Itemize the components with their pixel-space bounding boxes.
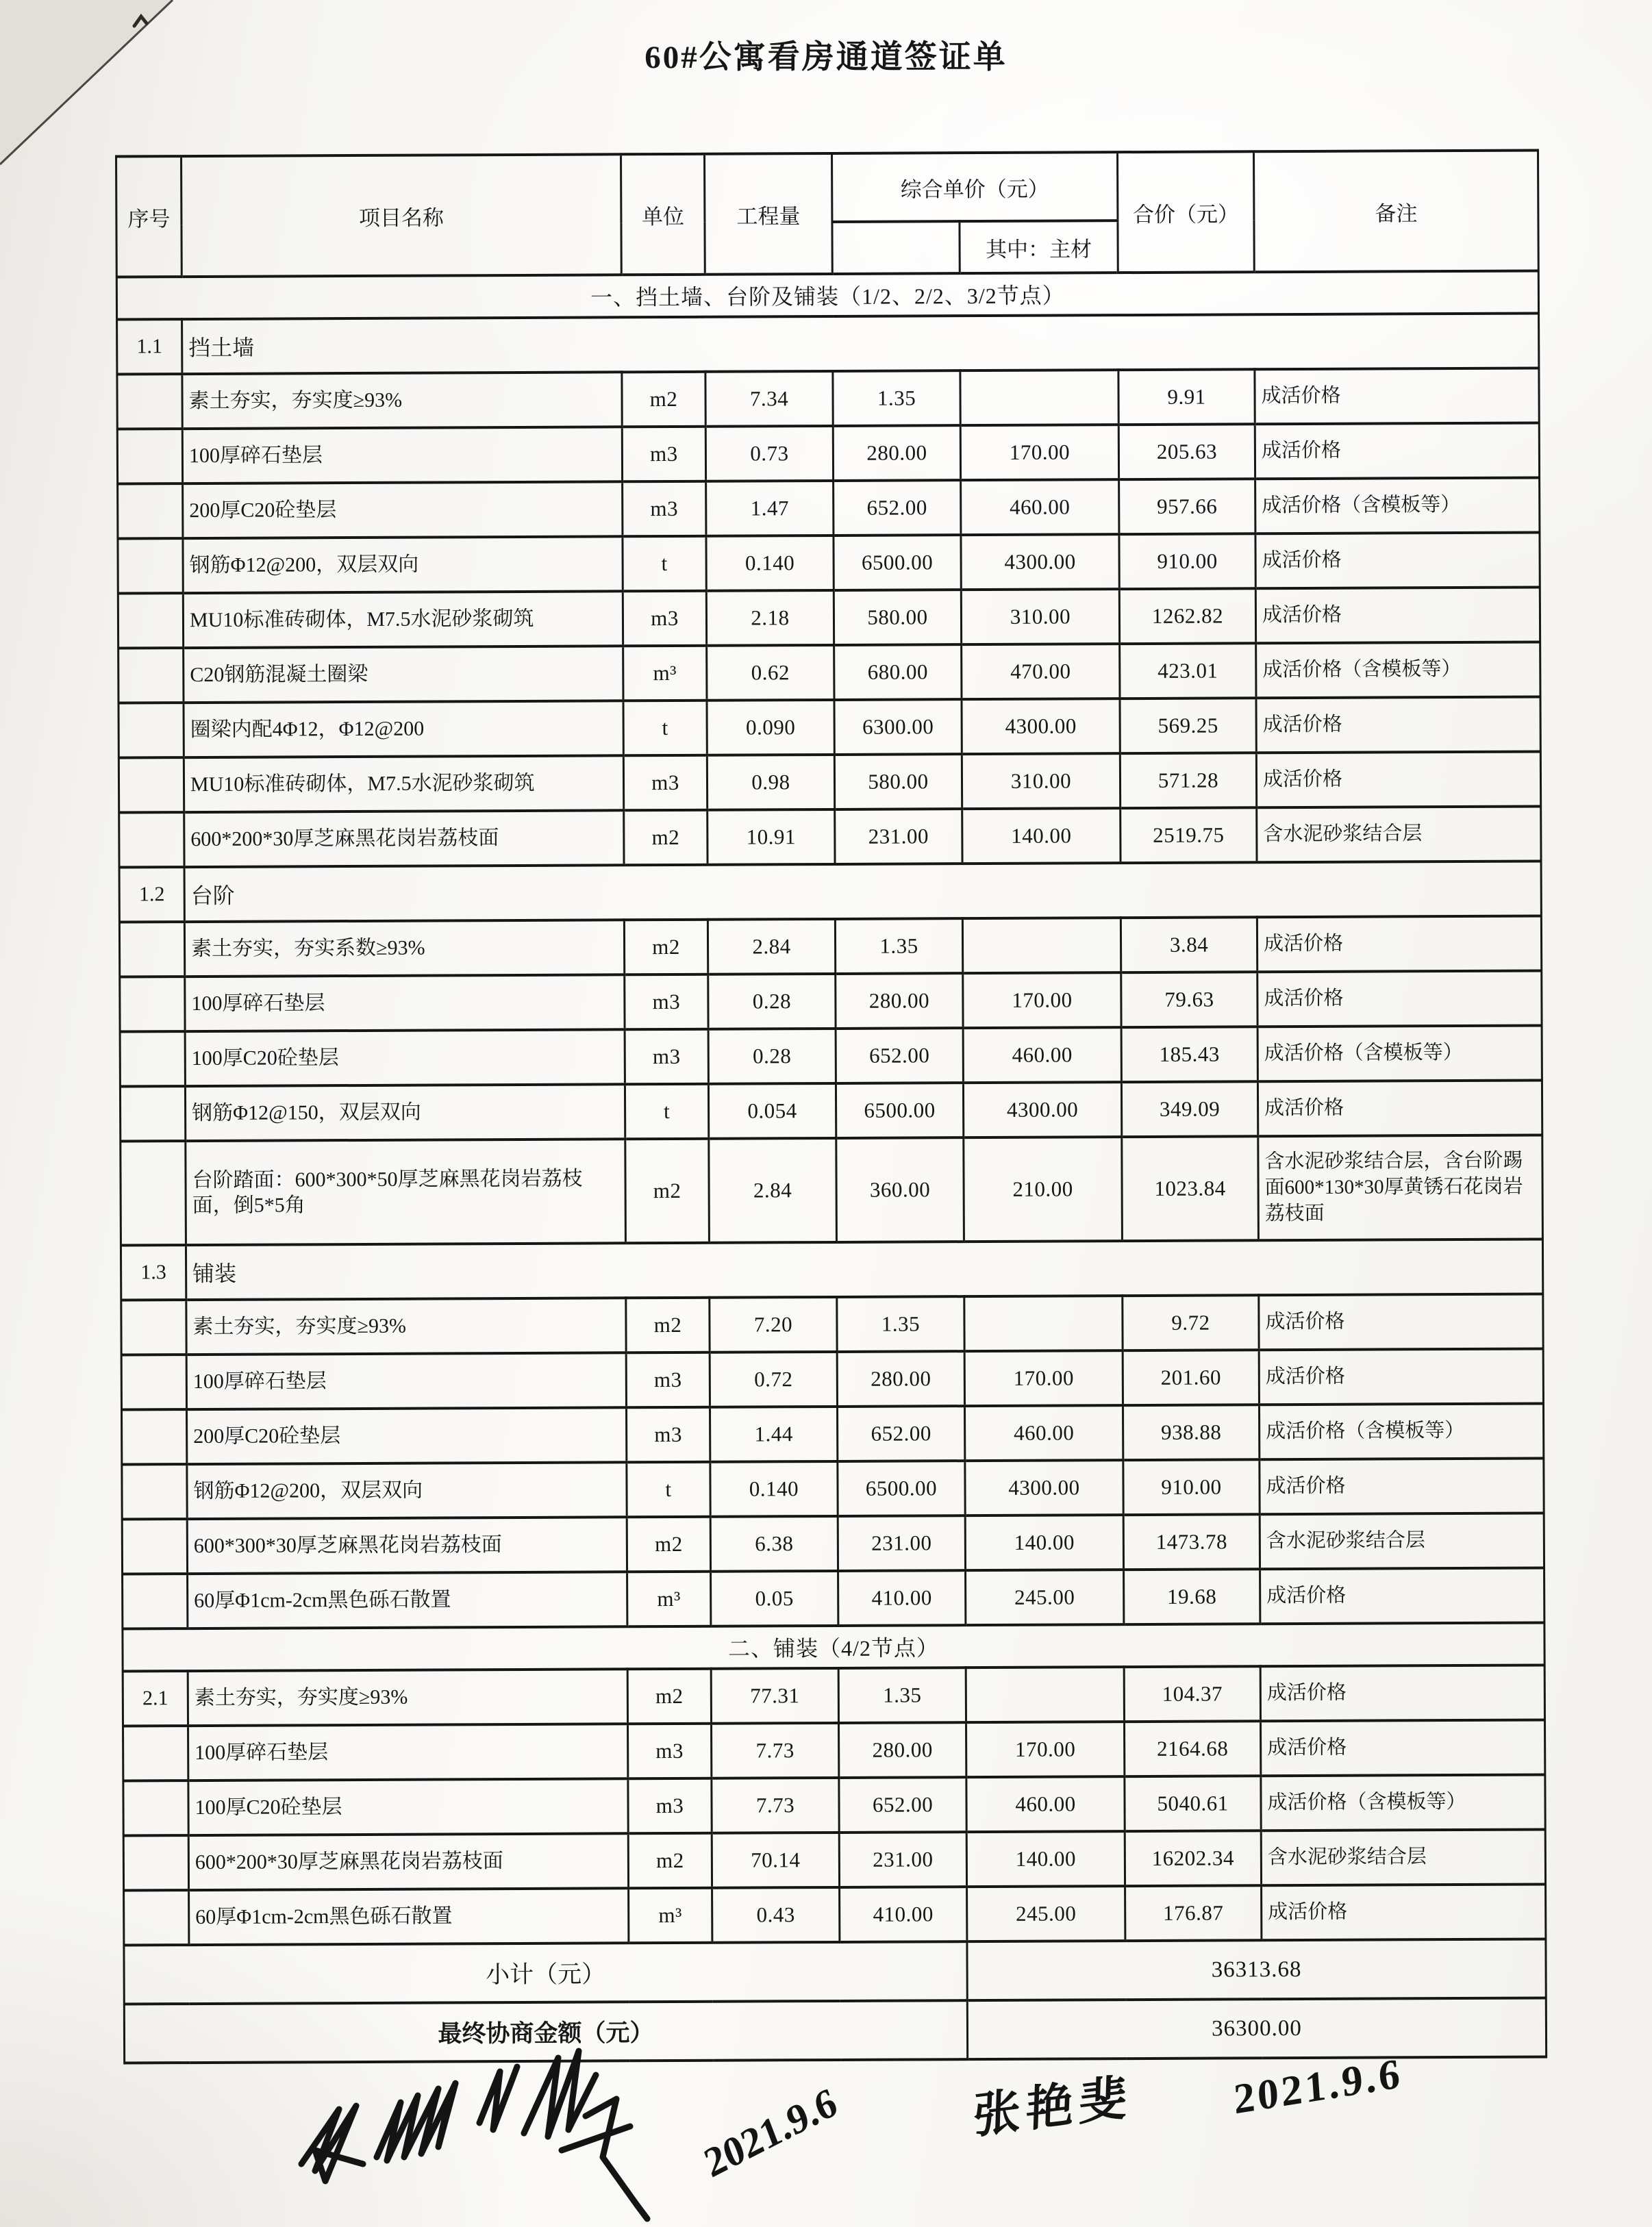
row-no: 1.1: [117, 319, 182, 374]
item-unit: m³: [629, 1888, 712, 1943]
item-name: MU10标准砖砌体，M7.5水泥砂浆砌筑: [183, 591, 623, 648]
item-main-material-price: 170.00: [966, 1722, 1125, 1777]
item-quantity: 0.090: [707, 700, 834, 755]
row-no: [118, 648, 184, 703]
item-remark: 成活价格（含模板等）: [1255, 477, 1540, 533]
item-remark: 成活价格: [1259, 1294, 1543, 1350]
item-total-price: 2164.68: [1125, 1721, 1261, 1776]
item-unit-price: 280.00: [833, 425, 960, 481]
item-unit-price: 410.00: [840, 1887, 967, 1942]
row-no: [119, 922, 184, 977]
item-name: MU10标准砖砌体，M7.5水泥砂浆砌筑: [184, 755, 623, 812]
item-unit-price: 652.00: [839, 1777, 966, 1833]
table-row-item: [118, 642, 1540, 703]
header-no: 序号: [116, 156, 182, 277]
item-main-material-price: 460.00: [961, 479, 1119, 535]
item-unit: m2: [624, 920, 708, 975]
table-row-item: [120, 1025, 1542, 1086]
item-main-material-price: [960, 370, 1118, 425]
item-unit-price: 6500.00: [834, 535, 961, 590]
item-remark: 成活价格（含模板等）: [1257, 1025, 1542, 1081]
item-quantity: 0.98: [707, 755, 834, 810]
header-quantity: 工程量: [705, 153, 833, 275]
item-total-price: 957.66: [1119, 479, 1255, 534]
right-signature-name: 张艳斐: [972, 2071, 1134, 2144]
table-row-section: [117, 313, 1539, 374]
section-banner: 二、铺装（4/2节点）: [123, 1622, 1544, 1671]
table-row-item: [118, 587, 1540, 648]
item-unit-price: 231.00: [838, 1515, 965, 1571]
item-total-price: 1473.78: [1123, 1514, 1260, 1570]
item-quantity: 0.140: [706, 536, 834, 591]
item-unit: m3: [622, 427, 705, 482]
item-main-material-price: 4300.00: [963, 1082, 1121, 1137]
item-total-price: 185.43: [1121, 1027, 1257, 1082]
table-row-banner: [123, 1622, 1544, 1671]
item-unit-price: 580.00: [834, 590, 961, 645]
item-name: 素土夯实，夯实度≥93%: [182, 372, 622, 429]
item-main-material-price: [964, 1296, 1123, 1351]
item-unit: t: [625, 1084, 708, 1140]
row-no: [123, 1781, 188, 1835]
item-quantity: 0.28: [708, 1029, 836, 1084]
item-main-material-price: 210.00: [964, 1137, 1123, 1242]
item-quantity: 2.84: [709, 1138, 837, 1243]
row-no: 1.2: [119, 867, 184, 922]
header-item-name: 项目名称: [182, 154, 622, 277]
item-main-material-price: 460.00: [963, 1027, 1121, 1083]
left-signature-date: 2021.9.6: [698, 2078, 843, 2187]
item-unit-price: 410.00: [838, 1570, 966, 1626]
item-quantity: 77.31: [711, 1668, 838, 1724]
page-title: 60#公寓看房通道签证单: [644, 40, 1008, 75]
item-remark: 成活价格: [1257, 970, 1542, 1027]
item-name: 100厚C20砼垫层: [188, 1778, 628, 1835]
table-row-item: [121, 1294, 1543, 1355]
item-name: 100厚碎石垫层: [185, 974, 625, 1031]
header-unit-price-sub-empty: [832, 221, 960, 274]
item-total-price: 1262.82: [1119, 588, 1255, 644]
item-quantity: 6.38: [710, 1516, 838, 1572]
item-unit-price: 1.35: [833, 370, 960, 426]
item-remark: 成活价格: [1256, 696, 1540, 753]
item-main-material-price: 4300.00: [961, 534, 1119, 590]
table-row-item: [119, 916, 1541, 977]
item-unit: m3: [628, 1724, 712, 1779]
row-no: [118, 538, 183, 593]
item-unit: m3: [623, 755, 707, 811]
item-total-price: 938.88: [1123, 1405, 1259, 1460]
item-quantity: 0.05: [711, 1571, 838, 1626]
row-no: [118, 483, 183, 538]
item-main-material-price: 140.00: [962, 808, 1121, 864]
item-total-price: 910.00: [1123, 1459, 1260, 1515]
item-total-price: 104.37: [1124, 1666, 1260, 1722]
item-unit: m3: [623, 481, 706, 537]
item-unit-price: 652.00: [837, 1406, 964, 1461]
item-total-price: 910.00: [1119, 533, 1255, 589]
item-unit-price: 1.35: [837, 1296, 964, 1352]
row-no: 2.1: [123, 1671, 188, 1726]
item-total-price: 201.60: [1123, 1350, 1259, 1405]
item-main-material-price: 460.00: [966, 1776, 1125, 1832]
item-unit: m³: [627, 1572, 711, 1627]
item-total-price: 349.09: [1121, 1081, 1257, 1137]
item-unit: t: [623, 536, 706, 592]
item-name: 100厚碎石垫层: [188, 1724, 628, 1781]
table-row-item: [118, 751, 1540, 812]
subtotal-value: 36313.68: [967, 1939, 1546, 2000]
item-remark: 成活价格: [1261, 1720, 1545, 1776]
item-unit: m³: [623, 646, 707, 701]
item-unit: m2: [624, 810, 708, 866]
section-banner: 一、挡土墙、台阶及铺装（1/2、2/2、3/2节点）: [116, 270, 1538, 319]
item-remark: 成活价格: [1257, 1080, 1542, 1136]
item-remark: 含水泥砂浆结合层: [1257, 806, 1541, 862]
item-unit: m3: [625, 974, 708, 1030]
item-total-price: 16202.34: [1125, 1830, 1261, 1886]
table-row-item: [119, 806, 1541, 867]
item-name: 钢筋Φ12@200，双层双向: [187, 1462, 627, 1519]
item-unit-price: 652.00: [836, 1028, 963, 1083]
item-quantity: 2.18: [706, 590, 834, 646]
left-signature-scribble: [274, 2034, 740, 2226]
item-total-price: 2519.75: [1121, 807, 1257, 863]
item-unit-price: 6500.00: [838, 1461, 965, 1516]
item-remark: 成活价格: [1257, 916, 1541, 972]
item-name: 600*300*30厚芝麻黑花岗岩荔枝面: [187, 1517, 627, 1574]
row-no: [124, 1890, 189, 1945]
item-remark: 成活价格（含模板等）: [1259, 1403, 1543, 1459]
item-unit: t: [623, 701, 707, 756]
item-unit-price: 652.00: [834, 480, 961, 536]
item-quantity: 10.91: [708, 809, 835, 865]
item-main-material-price: 460.00: [964, 1405, 1123, 1461]
item-total-price: 1023.84: [1122, 1136, 1259, 1241]
item-unit: m3: [625, 1029, 708, 1085]
item-name: 200厚C20砼垫层: [183, 481, 623, 538]
item-name: 60厚Φ1cm-2cm黑色砾石散置: [188, 1572, 627, 1628]
header-total-price: 合价（元）: [1118, 151, 1255, 273]
item-total-price: 79.63: [1121, 972, 1257, 1027]
item-quantity: 7.73: [712, 1723, 839, 1778]
item-unit: m3: [626, 1352, 710, 1408]
item-unit-price: 6300.00: [834, 699, 962, 755]
row-no: [120, 1031, 185, 1086]
table-row-section: [119, 861, 1541, 922]
item-remark: 含水泥砂浆结合层，含台阶踢面600*130*30厚黄锈石花岗岩荔枝面: [1258, 1135, 1543, 1240]
item-total-price: 569.25: [1120, 698, 1256, 753]
item-main-material-price: 4300.00: [965, 1460, 1123, 1515]
item-main-material-price: 170.00: [960, 425, 1118, 480]
item-main-material-price: 140.00: [966, 1831, 1125, 1887]
item-name: 钢筋Φ12@200，双层双向: [183, 536, 623, 593]
table-body: [116, 270, 1546, 2063]
table-row-item: [122, 1513, 1544, 1574]
row-no: [122, 1464, 187, 1519]
item-main-material-price: 245.00: [967, 1886, 1125, 1941]
item-quantity: 2.84: [708, 919, 835, 974]
final-label: 最终协商金额（元）: [124, 2000, 967, 2063]
item-name: 200厚C20砼垫层: [187, 1407, 627, 1464]
item-remark: 含水泥砂浆结合层: [1260, 1513, 1544, 1569]
item-remark: 成活价格: [1255, 587, 1540, 643]
table-row-item: [123, 1774, 1545, 1835]
item-remark: 成活价格: [1259, 1348, 1543, 1405]
table-row-item: [118, 477, 1540, 538]
item-unit-price: 280.00: [836, 973, 963, 1029]
table-row-item: [124, 1884, 1546, 1945]
table-row-item: [120, 970, 1542, 1031]
item-quantity: 7.34: [705, 371, 833, 427]
item-quantity: 0.140: [710, 1461, 838, 1517]
item-total-price: 9.72: [1123, 1295, 1259, 1350]
table-row-subtotal: [124, 1939, 1546, 2004]
table-row-banner: [116, 270, 1538, 319]
table-row-item: [120, 1080, 1542, 1141]
item-remark: 含水泥砂浆结合层: [1261, 1829, 1545, 1885]
item-name: 600*200*30厚芝麻黑花岗岩荔枝面: [188, 1833, 628, 1890]
item-main-material-price: 170.00: [964, 1350, 1123, 1406]
item-name: 素土夯实，夯实度≥93%: [188, 1669, 627, 1726]
item-unit-price: 580.00: [834, 754, 962, 809]
row-no: [121, 1355, 186, 1409]
item-unit: m2: [626, 1298, 710, 1353]
header-unit-price-group: 综合单价（元）: [832, 152, 1118, 222]
item-quantity: 1.47: [706, 481, 834, 536]
row-no: [118, 757, 184, 812]
table-row-section: [121, 1239, 1542, 1300]
item-main-material-price: 4300.00: [962, 699, 1120, 754]
item-total-price: 571.28: [1120, 753, 1256, 808]
item-unit-price: 280.00: [839, 1722, 966, 1778]
row-no: [120, 1086, 185, 1141]
item-name: C20钢筋混凝土圈梁: [184, 646, 623, 703]
cost-table: [115, 149, 1547, 2064]
item-name: 60厚Φ1cm-2cm黑色砾石散置: [189, 1888, 629, 1945]
item-remark: 成活价格: [1260, 1458, 1544, 1514]
right-signature-date: 2021.9.6: [1232, 2050, 1404, 2124]
item-unit-price: 231.00: [839, 1832, 966, 1887]
item-unit-price: 360.00: [836, 1137, 964, 1242]
row-no: [121, 1300, 186, 1355]
row-no: [123, 1574, 188, 1628]
table-row-item: [123, 1568, 1544, 1628]
item-name: 台阶踏面：600*300*50厚芝麻黑花岗岩荔枝面，倒5*5角: [186, 1139, 626, 1245]
item-main-material-price: [962, 918, 1121, 973]
item-quantity: 0.054: [708, 1083, 836, 1139]
table-row-item: [122, 1403, 1544, 1464]
row-no: [120, 977, 185, 1031]
item-total-price: 19.68: [1124, 1569, 1260, 1624]
header-remark: 备注: [1254, 150, 1539, 272]
row-no: 1.3: [121, 1245, 186, 1300]
table-row-item: [122, 1458, 1544, 1519]
item-remark: 成活价格: [1256, 751, 1540, 807]
item-name: 600*200*30厚芝麻黑花岗岩荔枝面: [184, 810, 624, 867]
item-quantity: 1.44: [710, 1407, 837, 1462]
item-unit: m2: [622, 372, 705, 427]
row-no: [123, 1835, 188, 1890]
item-main-material-price: 245.00: [966, 1570, 1124, 1625]
row-no: [117, 374, 182, 429]
item-remark: 成活价格（含模板等）: [1261, 1774, 1545, 1830]
item-main-material-price: 310.00: [961, 589, 1119, 644]
item-main-material-price: 170.00: [963, 972, 1121, 1028]
table-row-item: [123, 1829, 1545, 1890]
row-no: [121, 1141, 186, 1245]
item-main-material-price: 140.00: [965, 1515, 1123, 1570]
final-value: 36300.00: [967, 1998, 1546, 2059]
item-unit: m2: [627, 1669, 711, 1724]
section-name: 铺装: [186, 1239, 1542, 1300]
row-no: [123, 1726, 188, 1781]
item-name: 100厚C20砼垫层: [185, 1029, 625, 1086]
row-no: [117, 429, 182, 483]
item-remark: 成活价格: [1255, 368, 1539, 424]
item-remark: 成活价格（含模板等）: [1256, 642, 1540, 698]
item-total-price: 423.01: [1120, 643, 1256, 699]
item-unit: t: [627, 1462, 710, 1518]
item-unit: m2: [628, 1833, 712, 1889]
signature-area: [0, 2027, 1652, 2227]
table-row-item: [123, 1720, 1545, 1781]
item-name: 素土夯实，夯实度≥93%: [186, 1298, 626, 1355]
row-no: [119, 812, 184, 867]
item-remark: 成活价格: [1260, 1568, 1544, 1624]
item-quantity: 0.72: [710, 1352, 837, 1407]
item-main-material-price: 310.00: [962, 753, 1120, 809]
item-quantity: 0.28: [708, 974, 836, 1029]
item-unit: m3: [626, 1407, 710, 1463]
item-remark: 成活价格: [1260, 1665, 1544, 1721]
item-name: 圈梁内配4Φ12，Φ12@200: [184, 701, 623, 757]
item-name: 100厚碎石垫层: [182, 427, 622, 483]
item-quantity: 0.73: [705, 426, 833, 481]
item-remark: 成活价格: [1255, 423, 1539, 479]
row-no: [118, 593, 183, 648]
table-row-item: [118, 532, 1540, 593]
item-quantity: 0.43: [712, 1887, 840, 1943]
table-header: [116, 150, 1539, 277]
subtotal-label: 小计（元）: [124, 1941, 967, 2004]
header-main-material: 其中：主材: [960, 221, 1118, 273]
table-row-item: [117, 423, 1539, 483]
item-quantity: 7.20: [710, 1297, 837, 1352]
table-row-item: [123, 1665, 1544, 1726]
table-row-item: [121, 1135, 1543, 1245]
item-unit-price: 280.00: [837, 1351, 964, 1407]
item-unit-price: 231.00: [835, 809, 962, 864]
row-no: [122, 1409, 187, 1464]
item-unit: m2: [625, 1139, 710, 1244]
table-row-item: [121, 1348, 1543, 1409]
item-unit-price: 6500.00: [836, 1083, 963, 1138]
item-remark: 成活价格: [1255, 532, 1540, 588]
header-unit: 单位: [621, 154, 705, 275]
item-name: 钢筋Φ12@150，双层双向: [185, 1084, 625, 1141]
item-total-price: 9.91: [1118, 369, 1255, 425]
section-name: 台阶: [184, 861, 1541, 922]
item-unit: m3: [623, 591, 706, 646]
item-name: 素土夯实，夯实系数≥93%: [184, 920, 624, 977]
table-row-item: [117, 368, 1539, 429]
table-row-item: [118, 696, 1540, 757]
item-quantity: 0.62: [707, 645, 834, 701]
item-quantity: 7.73: [712, 1778, 839, 1833]
item-main-material-price: 470.00: [962, 644, 1120, 699]
item-quantity: 70.14: [712, 1833, 839, 1888]
row-no: [118, 703, 184, 757]
item-unit-price: 1.35: [838, 1668, 966, 1723]
item-total-price: 205.63: [1118, 424, 1255, 479]
item-total-price: 3.84: [1121, 917, 1257, 972]
item-total-price: 5040.61: [1125, 1776, 1261, 1831]
item-unit-price: 1.35: [835, 918, 962, 974]
section-name: 挡土墙: [182, 313, 1539, 374]
row-no: [122, 1519, 187, 1574]
item-unit-price: 680.00: [834, 644, 962, 700]
item-total-price: 176.87: [1125, 1885, 1262, 1941]
item-name: 100厚碎石垫层: [186, 1352, 626, 1409]
item-unit: m2: [627, 1517, 710, 1572]
item-unit: m3: [628, 1778, 712, 1834]
item-remark: 成活价格: [1262, 1884, 1546, 1940]
item-main-material-price: [966, 1667, 1124, 1722]
